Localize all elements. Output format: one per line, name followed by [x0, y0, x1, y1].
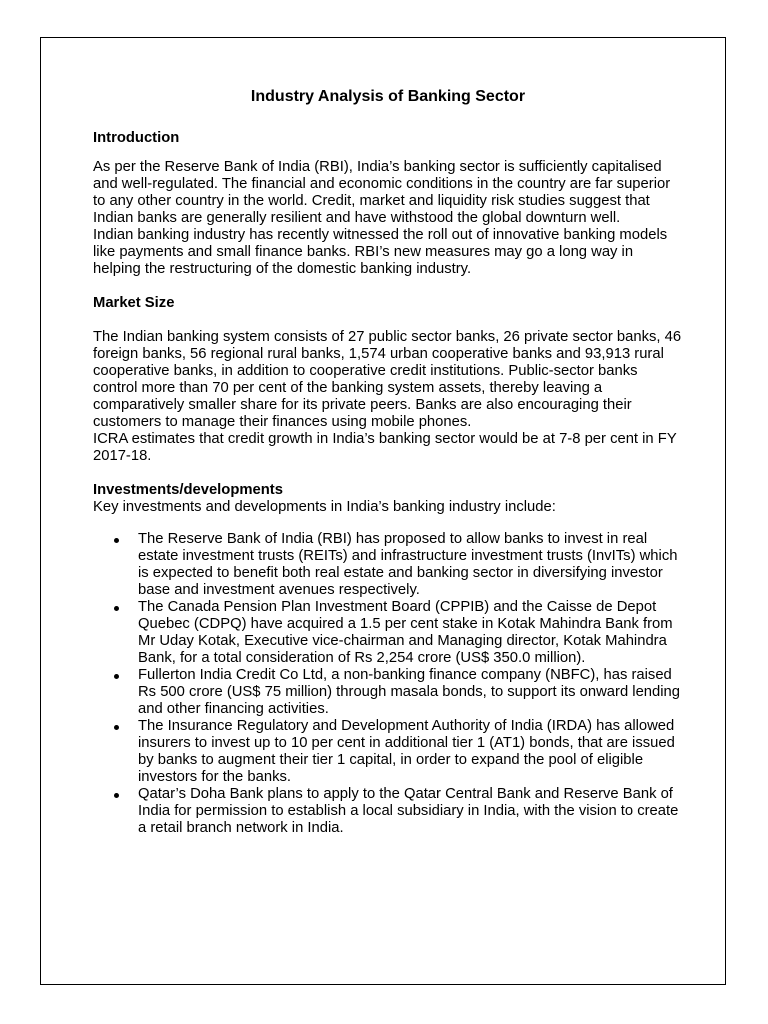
introduction-paragraph-2: Indian banking industry has recently witnessed the roll out of innovative banking models like payments and small finance banks. RBI’s new measures may go a long way in helping the restructuring of the domestic banking industry.	[93, 227, 668, 277]
investments-heading: Investments/developments	[93, 482, 283, 498]
list-item-text: The Canada Pension Plan Investment Board (CPPIB) and the Caisse de Depot Quebec (CDPQ) have acquired a 1.5 per cent stake in Kotak Mahindra Bank from Mr Uday Kotak, Executive vice-chairman and Managing director, Kotak Mahindra Bank, for a total consideration of Rs 2,254 crore (US$ 350.0 million).	[138, 599, 673, 666]
introduction-heading: Introduction	[93, 130, 180, 146]
bullet-icon	[114, 725, 119, 730]
list-item	[93, 786, 683, 837]
list-item-text: The Reserve Bank of India (RBI) has proposed to allow banks to invest in real estate investment trusts (REITs) and infrastructure investment trusts (InvITs) which is expected to benefit both real estate and banking sector in diversifying investor base and investment avenues respectively.	[138, 531, 678, 598]
list-item	[93, 718, 683, 786]
market-size-paragraph-1: The Indian banking system consists of 27 public sector banks, 26 private sector banks, 46 foreign banks, 56 regional rural banks, 1,574 urban cooperative banks and 93,913 rural cooperative banks, in addition to cooperative credit institutions. Public-sector banks control more than 70 per cent of the banking system assets, thereby leaving a comparatively smaller share for its private peers. Banks are also encouraging their customers to manage their finances using mobile phones.	[93, 329, 682, 430]
market-size-paragraph-2: ICRA estimates that credit growth in India’s banking sector would be at 7-8 per cent in FY 2017-18.	[93, 431, 677, 464]
investments-list	[93, 531, 683, 837]
bullet-icon	[114, 606, 119, 611]
list-item-text: The Insurance Regulatory and Development Authority of India (IRDA) has allowed insurers to invest up to 10 per cent in additional tier 1 (AT1) bonds, that are issued by banks to augment their tier 1 capital, in order to expand the pool of eligible investors for the banks.	[138, 718, 675, 785]
list-item-text: Qatar’s Doha Bank plans to apply to the Qatar Central Bank and Reserve Bank of India for permission to establish a local subsidiary in India, with the vision to create a retail branch network in India.	[138, 786, 679, 836]
bullet-icon	[114, 674, 119, 679]
document-body	[93, 84, 683, 837]
introduction-paragraph-1: As per the Reserve Bank of India (RBI), India’s banking sector is sufficiently capitalised and well-regulated. The financial and economic conditions in the country are far superior to any other country in the world. Credit, market and liquidity risk studies suggest that Indian banks are generally resilient and have withstood the global downturn well.	[93, 159, 671, 226]
document-title: Industry Analysis of Banking Sector	[250, 88, 526, 105]
market-size-heading: Market Size	[93, 295, 175, 311]
list-item	[93, 667, 683, 718]
bullet-icon	[114, 538, 119, 543]
bullet-icon	[114, 793, 119, 798]
investments-intro: Key investments and developments in India’s banking industry include:	[93, 499, 556, 515]
list-item-text: Fullerton India Credit Co Ltd, a non-banking finance company (NBFC), has raised Rs 500 crore (US$ 75 million) through masala bonds, to support its onward lending and other financing activities.	[138, 667, 681, 717]
list-item	[93, 599, 683, 667]
list-item	[93, 531, 683, 599]
